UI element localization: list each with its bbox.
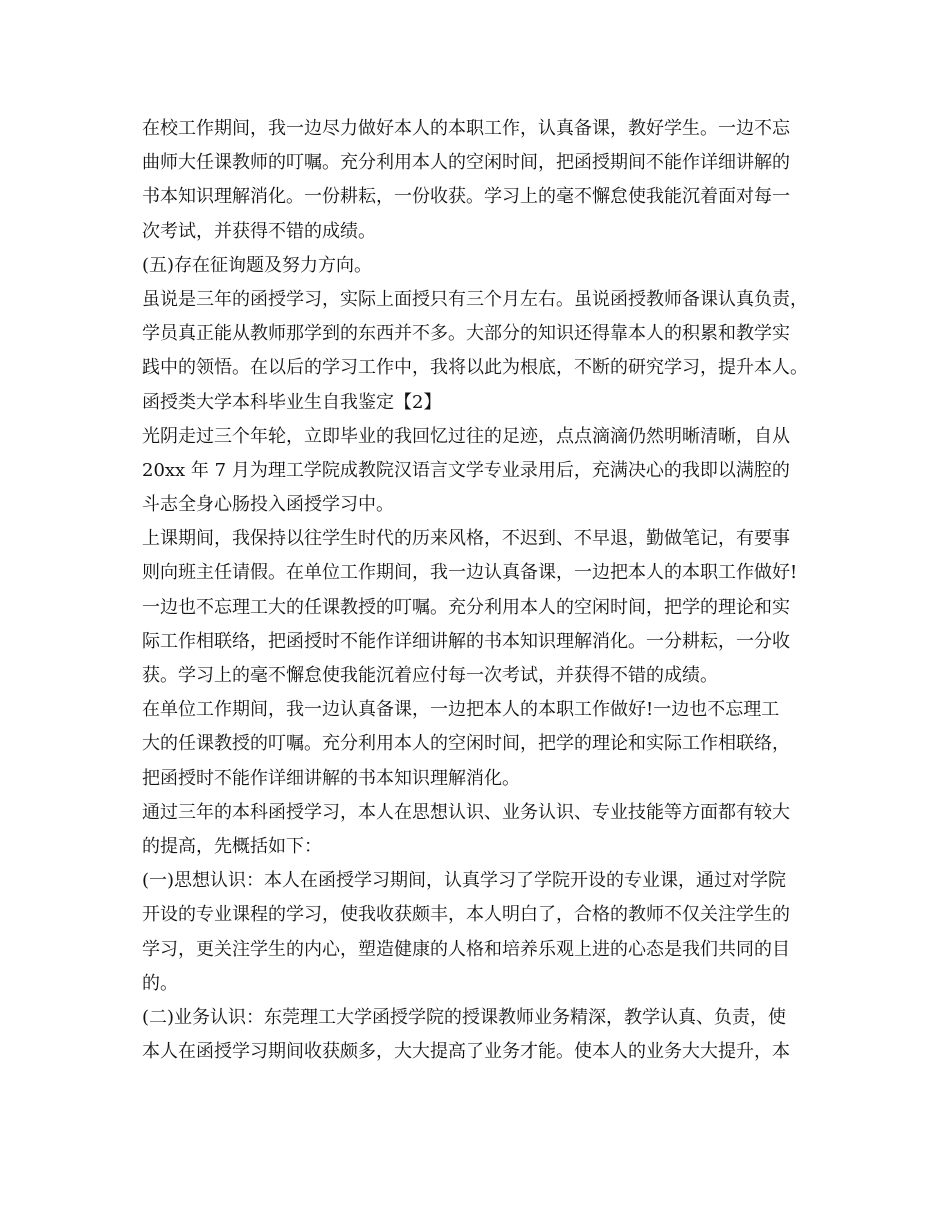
text-line: 虽说是三年的函授学习，实际上面授只有三个月左右。虽说函授教师备课认真负责，: [142, 288, 808, 310]
text-line: 在校工作期间，我一边尽力做好本人的本职工作，认真备课，教好学生。一边不忘: [142, 118, 790, 139]
article-title: 函授类大学本科毕业生自我鉴定【2】: [142, 391, 442, 413]
text-line: 则向班主任请假。在单位工作期间，我一边认真备课，一边把本人的本职工作做好!: [142, 562, 798, 584]
section-heading: (一)思想认识：本人在函授学习期间，认真学习了学院开设的专业课，通过对学院: [142, 870, 787, 892]
text-line: 曲师大任课教师的叮嘱。充分利用本人的空闲时间，把函授期间不能作详细讲解的: [142, 152, 790, 174]
section-heading: (五)存在征询题及努力方向。: [142, 254, 373, 276]
text-line: 学员真正能从教师那学到的东西并不多。大部分的知识还得靠本人的积累和教学实: [142, 323, 790, 345]
section-heading: (二)业务认识：东莞理工大学函授学院的授课教师业务精深，教学认真、负责，使: [142, 1006, 787, 1028]
text-line: 书本知识理解消化。一份耕耘，一份收获。学习上的毫不懈怠使我能沉着面对每一: [142, 186, 790, 208]
text-line: 际工作相联络，把函授时不能作详细讲解的书本知识理解消化。一分耕耘，一分收: [142, 630, 790, 652]
text-line: 上课期间，我保持以往学生时代的历来风格，不迟到、不早退，勤做笔记，有要事: [142, 528, 790, 550]
text-line: 学习，更关注学生的内心，塑造健康的人格和培养乐观上进的心态是我们共同的目: [142, 938, 790, 960]
text-line: 本人在函授学习期间收获颇多，大大提高了业务才能。使本人的业务大大提升，本: [142, 1041, 790, 1063]
text-line: 开设的专业课程的学习，使我收获颇丰，本人明白了，合格的教师不仅关注学生的: [142, 904, 790, 926]
text-line: 一边也不忘理工大的任课教授的叮嘱。充分利用本人的空闲时间，把学的理论和实: [142, 596, 790, 618]
text-line: 通过三年的本科函授学习，本人在思想认识、业务认识、专业技能等方面都有较大: [142, 801, 790, 823]
text-line: 大的任课教授的叮嘱。充分利用本人的空闲时间，把学的理论和实际工作相联络，: [142, 733, 790, 755]
text-line: 次考试，并获得不错的成绩。: [142, 220, 376, 242]
text-line: 在单位工作期间，我一边认真备课，一边把本人的本职工作做好!一边也不忘理工: [142, 699, 780, 721]
text-line: 的。: [142, 972, 178, 994]
text-line: 光阴走过三个年轮，立即毕业的我回忆过往的足迹，点点滴滴仍然明晰清晰，自从: [142, 425, 790, 447]
text-line: 把函授时不能作详细讲解的书本知识理解消化。: [142, 767, 520, 789]
text-line: 斗志全身心肠投入函授学习中。: [142, 494, 394, 516]
text-line: 获。学习上的毫不懈怠使我能沉着应付每一次考试，并获得不错的成绩。: [142, 665, 718, 686]
text-line: 的提高，先概括如下：: [142, 835, 322, 857]
document-body: [142, 112, 822, 1069]
text-line: 践中的领悟。在以后的学习工作中，我将以此为根底，不断的研究学习，提升本人。: [142, 357, 808, 379]
text-line: 20xx 年 7 月为理工学院成教院汉语言文学专业录用后，充满决心的我即以满腔的: [142, 459, 790, 481]
